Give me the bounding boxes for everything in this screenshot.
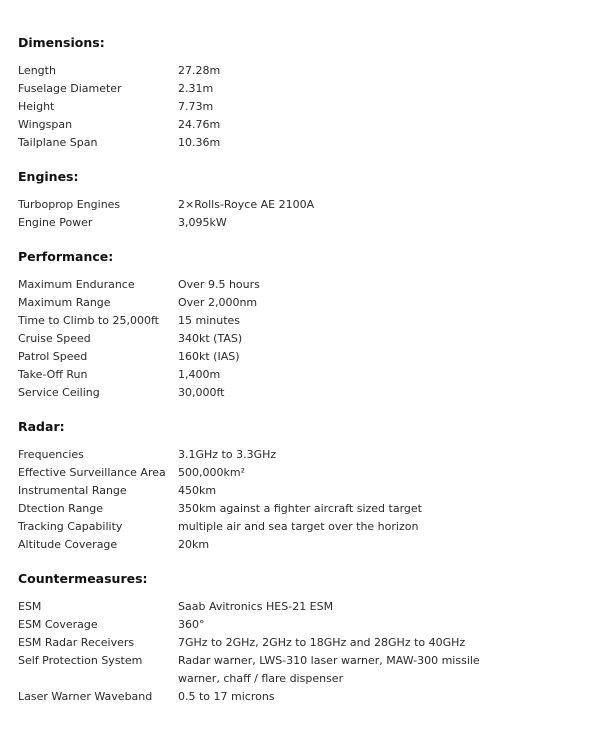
spec-value: 20km xyxy=(178,538,210,551)
spec-row xyxy=(18,616,598,634)
spec-value: 1,400m xyxy=(178,368,221,381)
spec-label: ESM Radar Receivers xyxy=(18,636,135,649)
spec-label: Take-Off Run xyxy=(18,368,88,381)
spec-label: Frequencies xyxy=(18,448,84,461)
spec-row xyxy=(18,446,598,464)
section-performance xyxy=(18,248,598,402)
spec-row xyxy=(18,294,598,312)
section-radar xyxy=(18,418,598,554)
spec-value: 340kt (TAS) xyxy=(178,332,243,345)
spec-label: ESM Coverage xyxy=(18,618,98,631)
spec-label: ESM xyxy=(18,600,42,613)
section-dimensions xyxy=(18,34,598,152)
spec-value: 24.76m xyxy=(178,118,221,131)
spec-value: multiple air and sea target over the horizon xyxy=(178,520,419,533)
spec-value: 7.73m xyxy=(178,100,214,113)
spec-row xyxy=(18,276,598,294)
section-heading: Dimensions: xyxy=(18,35,105,50)
spec-value: 360° xyxy=(178,618,205,631)
spec-label: Patrol Speed xyxy=(18,350,88,363)
spec-row xyxy=(18,688,598,706)
section-engines xyxy=(18,168,598,232)
spec-label: Tracking Capability xyxy=(18,520,123,533)
spec-row xyxy=(18,196,598,214)
spec-row xyxy=(18,214,598,232)
spec-value: 15 minutes xyxy=(178,314,241,327)
spec-row xyxy=(18,62,598,80)
spec-label: Height xyxy=(18,100,55,113)
spec-label: Self Protection System xyxy=(18,654,143,667)
section-heading: Countermeasures: xyxy=(18,571,148,586)
spec-row xyxy=(18,312,598,330)
spec-value: 27.28m xyxy=(178,64,221,77)
spec-row xyxy=(18,98,598,116)
spec-value: 30,000ft xyxy=(178,386,225,399)
spec-row xyxy=(18,116,598,134)
spec-label: Instrumental Range xyxy=(18,484,127,497)
spec-label: Length xyxy=(18,64,56,77)
spec-label: Engine Power xyxy=(18,216,93,229)
spec-label: Turboprop Engines xyxy=(18,198,121,211)
spec-label: Fuselage Diameter xyxy=(18,82,122,95)
spec-label: Time to Climb to 25,000ft xyxy=(18,314,159,327)
spec-label: Dtection Range xyxy=(18,502,104,515)
spec-value: 160kt (IAS) xyxy=(178,350,240,363)
spec-value: 350km against a fighter aircraft sized target xyxy=(178,502,422,515)
spec-value: 450km xyxy=(178,484,217,497)
spec-label: Maximum Range xyxy=(18,296,111,309)
spec-value: 10.36m xyxy=(178,136,221,149)
spec-row xyxy=(18,634,598,652)
section-heading: Performance: xyxy=(18,249,114,264)
spec-value: Radar warner, LWS-310 laser warner, MAW-300 missile warner, chaff / flare dispenser xyxy=(178,654,480,685)
spec-row xyxy=(18,330,598,348)
spec-value: 3,095kW xyxy=(178,216,227,229)
spec-label: Service Ceiling xyxy=(18,386,100,399)
spec-row xyxy=(18,482,598,500)
spec-row xyxy=(18,366,598,384)
spec-row xyxy=(18,384,598,402)
spec-value: 3.1GHz to 3.3GHz xyxy=(178,448,277,461)
spec-label: Cruise Speed xyxy=(18,332,91,345)
spec-row xyxy=(18,348,598,366)
spec-row xyxy=(18,80,598,98)
spec-row xyxy=(18,134,598,152)
spec-label: Effective Surveillance Area xyxy=(18,466,166,479)
spec-value: Saab Avitronics HES-21 ESM xyxy=(178,600,334,613)
spec-label: Tailplane Span xyxy=(18,136,98,149)
spec-label: Wingspan xyxy=(18,118,73,131)
spec-row xyxy=(18,652,598,688)
spec-row xyxy=(18,598,598,616)
spec-label: Laser Warner Waveband xyxy=(18,690,153,703)
spec-value: 0.5 to 17 microns xyxy=(178,690,275,703)
spec-row xyxy=(18,464,598,482)
section-heading: Engines: xyxy=(18,169,79,184)
spec-row xyxy=(18,518,598,536)
section-countermeasures xyxy=(18,570,598,706)
spec-value: Over 9.5 hours xyxy=(178,278,260,291)
spec-label: Altitude Coverage xyxy=(18,538,118,551)
spec-value: 7GHz to 2GHz, 2GHz to 18GHz and 28GHz to 40GHz xyxy=(178,636,466,649)
spec-row xyxy=(18,536,598,554)
spec-row xyxy=(18,500,598,518)
spec-value: 500,000km² xyxy=(178,466,245,479)
section-heading: Radar: xyxy=(18,419,65,434)
spec-label: Maximum Endurance xyxy=(18,278,135,291)
spec-value: 2×Rolls-Royce AE 2100A xyxy=(178,198,315,211)
spec-value: Over 2,000nm xyxy=(178,296,258,309)
spec-value: 2.31m xyxy=(178,82,214,95)
